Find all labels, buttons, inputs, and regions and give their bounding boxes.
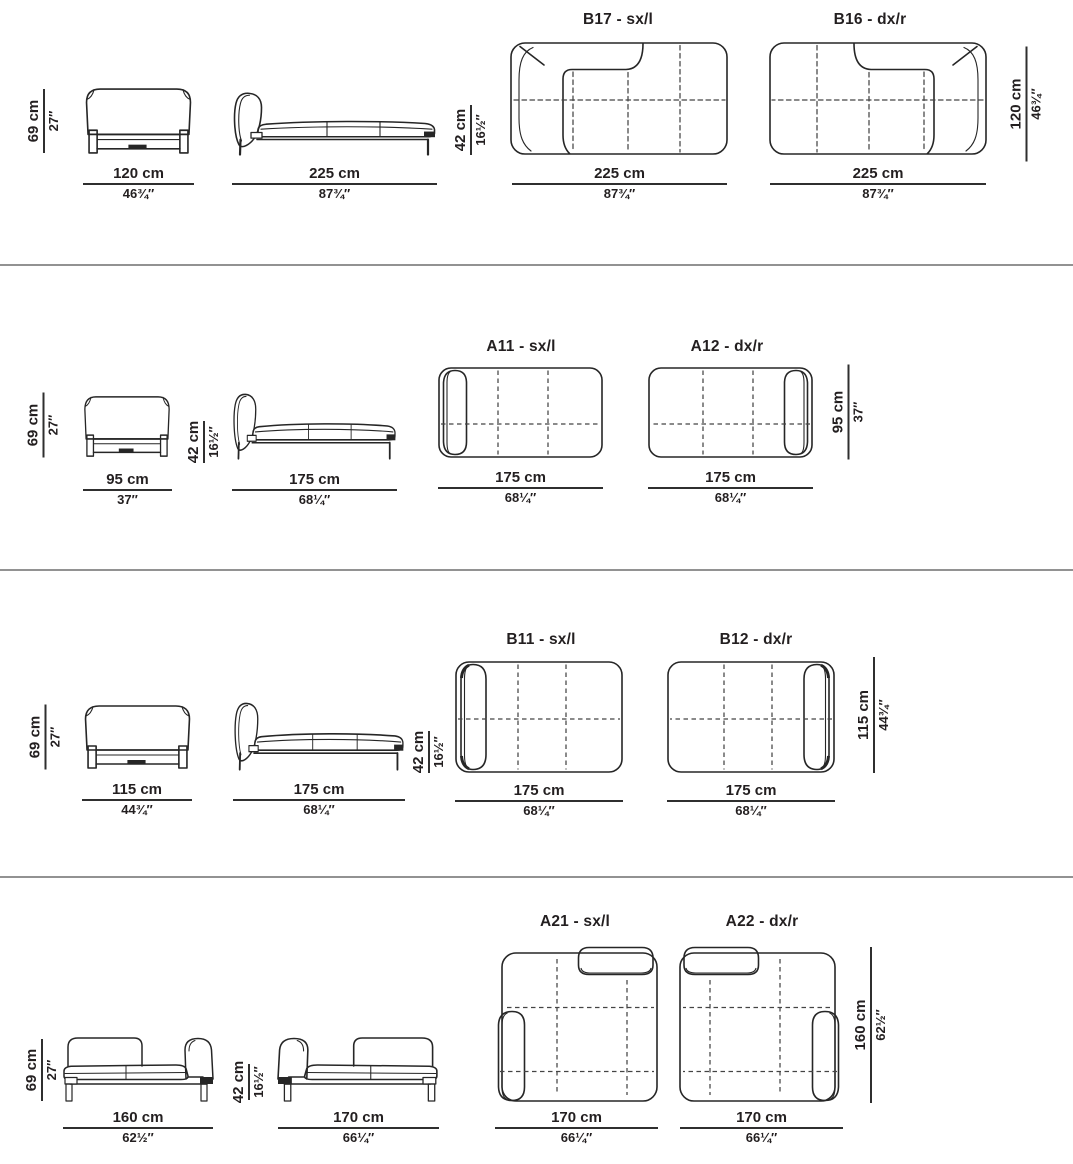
top-width-dim-b11 (455, 782, 623, 818)
height-dim-row4 (23, 1039, 59, 1101)
dim-in-label: 16½″ (431, 736, 446, 768)
dimension-line (233, 799, 405, 801)
dimension-line (45, 705, 47, 770)
depth-dim-row1 (1008, 47, 1044, 162)
top-view-drawing-b16 (769, 42, 987, 155)
module-title-b12: B12 - dx/r (719, 631, 793, 648)
dim-cm-label: 225 cm (852, 165, 904, 182)
dim-cm-label: 95 cm (106, 471, 149, 488)
dim-cm-label: 69 cm (26, 715, 44, 759)
dim-in-label: 27″ (46, 110, 61, 132)
dim-in-label: 27″ (47, 726, 63, 748)
dim-cm-label: 170 cm (551, 1109, 602, 1126)
seat-height-dim-row1 (452, 105, 488, 155)
dimension-line (43, 393, 45, 458)
dim-in-label: 68¼″ (504, 490, 537, 505)
seat-height-dim-row3 (410, 731, 446, 773)
dim-in-label: 37″ (850, 401, 866, 423)
top-view-drawing-a21 (496, 945, 658, 1103)
top-width-dim-b17 (512, 165, 727, 201)
dim-in-label: 16½″ (206, 426, 221, 458)
module-title-b11: B11 - sx/l (506, 631, 576, 648)
dim-cm-label: 225 cm (594, 165, 645, 182)
dim-in-label: 87¾″ (603, 186, 636, 201)
dim-cm-label: 120 cm (1007, 78, 1025, 130)
top-width-dim-a21 (495, 1109, 658, 1145)
dimension-line (43, 89, 45, 153)
dim-cm-label: 175 cm (725, 782, 777, 799)
top-width-dim-b16 (770, 165, 986, 201)
dim-cm-label: 42 cm (185, 420, 202, 464)
side-length-dim-row2 (232, 471, 397, 507)
dim-in-label: 66¼″ (745, 1130, 778, 1145)
module-title-a11: A11 - sx/l (486, 338, 556, 355)
top-view-drawing-b11 (455, 661, 623, 773)
top-width-dim-a11 (438, 469, 603, 505)
module-title-a12: A12 - dx/r (690, 338, 764, 355)
height-dim-row2 (25, 393, 61, 458)
dimension-line (83, 183, 194, 185)
depth-dim-row4 (852, 947, 888, 1103)
module-title-b16: B16 - dx/r (833, 11, 907, 28)
side-view-right-drawing-row4 (278, 1035, 439, 1102)
dim-in-label: 44¾″ (121, 802, 153, 817)
module-title-b17: B17 - sx/l (582, 11, 654, 28)
dim-cm-label: 170 cm (736, 1109, 787, 1126)
dim-in-label: 46¾″ (1028, 88, 1044, 120)
side-length-dim-row3 (233, 781, 405, 817)
dimension-line (63, 1127, 213, 1129)
dim-cm-label: 175 cm (513, 782, 565, 799)
dimension-line (667, 800, 835, 802)
front-width-dim-row4 (63, 1109, 213, 1145)
dim-in-label: 68¼″ (735, 803, 767, 818)
dim-cm-label: 115 cm (855, 689, 872, 741)
dim-in-label: 37″ (117, 492, 138, 507)
dim-in-label: 66¼″ (560, 1130, 593, 1145)
dim-cm-label: 175 cm (495, 469, 546, 486)
side-view-left-drawing-row4 (62, 1035, 213, 1102)
dim-in-label: 62½″ (122, 1130, 154, 1145)
top-view-drawing-a11 (438, 367, 603, 458)
dimension-line (83, 489, 172, 491)
module-title-a21: A21 - sx/l (539, 913, 611, 930)
depth-dim-row3 (855, 657, 891, 773)
dim-in-label: 87¾″ (318, 186, 351, 201)
dim-cm-label: 42 cm (452, 108, 469, 152)
front-view-drawing-row2 (82, 393, 172, 460)
dim-in-label: 68¼″ (298, 492, 331, 507)
dimension-line (455, 800, 623, 802)
dimension-line (82, 799, 192, 801)
side-view-drawing-row3 (233, 701, 405, 772)
dim-cm-label: 95 cm (829, 390, 847, 434)
dim-in-label: 68¼″ (303, 802, 335, 817)
dimension-line (232, 183, 437, 185)
dim-in-label: 62½″ (873, 1009, 888, 1041)
dimension-line (232, 489, 397, 491)
dimension-line (41, 1039, 43, 1101)
front-view-drawing-row3 (82, 702, 193, 772)
dim-cm-label: 42 cm (410, 730, 427, 774)
dim-in-label: 16½″ (251, 1066, 266, 1098)
module-title-a22: A22 - dx/r (725, 913, 799, 930)
front-width-dim-row2 (83, 471, 172, 507)
height-dim-row1 (25, 89, 61, 153)
dimension-line (438, 487, 603, 489)
dim-in-label: 68¼″ (714, 490, 747, 505)
top-width-dim-b12 (667, 782, 835, 818)
dimension-line (648, 487, 813, 489)
dimension-line (470, 105, 472, 155)
dim-cm-label: 160 cm (852, 999, 869, 1051)
dimension-line (248, 1064, 250, 1100)
row-divider (0, 876, 1073, 878)
dim-in-label: 27″ (44, 1059, 59, 1081)
dim-in-label: 87¾″ (862, 186, 894, 201)
row-divider (0, 264, 1073, 266)
seat-height-dim-row2 (185, 421, 221, 463)
front-width-dim-row3 (82, 781, 192, 817)
dim-cm-label: 160 cm (112, 1109, 164, 1126)
dimension-line (873, 657, 875, 773)
dim-cm-label: 42 cm (230, 1060, 247, 1104)
front-width-dim-row1 (83, 165, 194, 201)
dim-cm-label: 225 cm (309, 165, 360, 182)
top-view-drawing-b12 (667, 661, 835, 773)
dimension-line (680, 1127, 843, 1129)
dim-cm-label: 120 cm (113, 165, 164, 182)
dimension-line (870, 947, 872, 1103)
dimension-line (278, 1127, 439, 1129)
dim-cm-label: 175 cm (293, 781, 345, 798)
dim-in-label: 46¾″ (122, 186, 155, 201)
dim-cm-label: 175 cm (289, 471, 340, 488)
dim-cm-label: 115 cm (111, 781, 163, 798)
side-length-dim-row1 (232, 165, 437, 201)
dimension-line (428, 731, 430, 773)
dim-in-label: 27″ (45, 414, 61, 436)
top-width-dim-a12 (648, 469, 813, 505)
dim-cm-label: 175 cm (705, 469, 756, 486)
height-dim-row3 (27, 705, 63, 770)
seat-height-dim-row4 (230, 1060, 266, 1104)
dimension-line (770, 183, 986, 185)
dimension-line (848, 365, 850, 460)
depth-dim-row2 (830, 365, 866, 460)
dimension-line (203, 421, 205, 463)
top-width-dim-a22 (680, 1109, 843, 1145)
dimension-line (495, 1127, 658, 1129)
side-length-dim-row4 (278, 1109, 439, 1145)
dim-cm-label: 69 cm (25, 99, 42, 143)
dimension-line (512, 183, 727, 185)
top-view-drawing-a22 (679, 945, 841, 1103)
dim-in-label: 68¼″ (523, 803, 555, 818)
dim-in-label: 66¼″ (342, 1130, 375, 1145)
row-divider (0, 569, 1073, 571)
front-view-drawing-row1 (83, 85, 194, 157)
dim-cm-label: 69 cm (23, 1048, 40, 1092)
side-view-drawing-row2 (232, 392, 397, 461)
dim-cm-label: 170 cm (333, 1109, 384, 1126)
side-view-drawing-row1 (232, 91, 437, 157)
dim-cm-label: 69 cm (24, 403, 42, 447)
dim-in-label: 44¾″ (876, 699, 891, 731)
dimension-line (1026, 47, 1028, 162)
top-view-drawing-a12 (648, 367, 813, 458)
top-view-drawing-b17 (510, 42, 728, 155)
dim-in-label: 16½″ (473, 114, 488, 146)
